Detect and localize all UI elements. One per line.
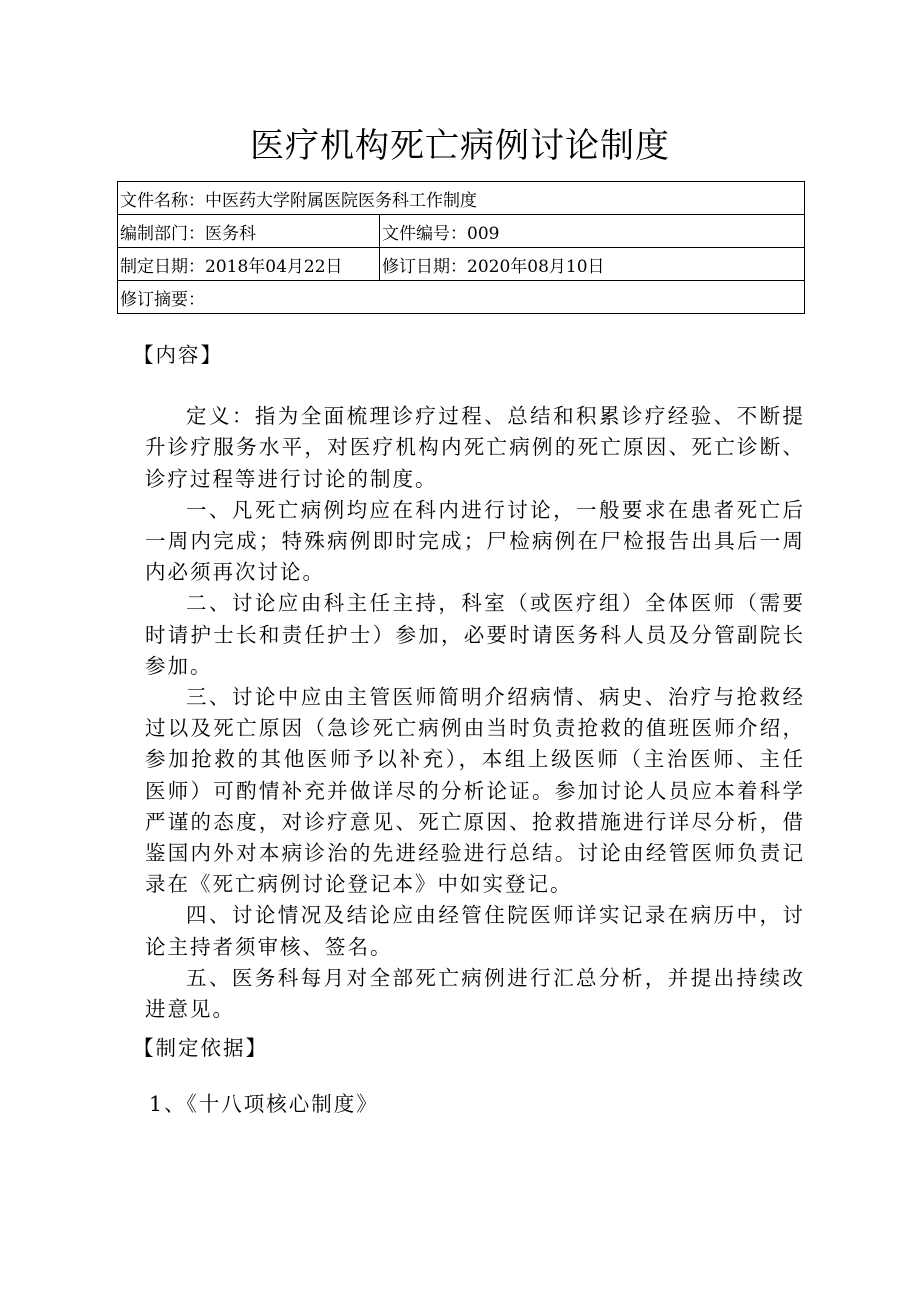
meta-file-number: 文件编号：009: [380, 215, 805, 248]
paragraph-definition: 定义：指为全面梳理诊疗过程、总结和积累诊疗经验、不断提升诊疗服务水平，对医疗机构内死亡病例的死亡原因、死亡诊断、诊疗过程等进行讨论的制度。: [145, 404, 805, 491]
meta-revision-summary: 修订摘要：: [118, 281, 805, 314]
paragraph-item-3: 三、讨论中应由主管医师简明介绍病情、病史、治疗与抢救经过以及死亡原因（急诊死亡病例由当时负责抢救的值班医师介绍，参加抢救的其他医师予以补充），本组上级医师（主治医师、主任医师）可酌情补充并做详尽的分析论证。参加讨论人员应本着科学严谨的态度，对诊疗意见、死亡原因、抢救措施进行详尽分析，借鉴国内外对本病诊治的先进经验进行总结。讨论由经管医师负责记录在《死亡病例讨论登记本》中如实登记。: [145, 685, 805, 897]
meta-row-revision-summary: [118, 281, 805, 314]
reference-item: 1、《十八项核心制度》: [149, 1092, 379, 1117]
document-meta-table: [117, 181, 805, 314]
document-title: 医疗机构死亡病例讨论制度: [250, 126, 670, 166]
meta-row-department: [118, 215, 805, 248]
document-body: [133, 340, 805, 1121]
meta-established-date: 制定日期：2018年04月22日: [118, 248, 380, 281]
meta-row-dates: [118, 248, 805, 281]
meta-department: 编制部门：医务科: [118, 215, 380, 248]
paragraph-item-1: 一、凡死亡病例均应在科内进行讨论，一般要求在患者死亡后一周内完成；特殊病例即时完成；尸检病例在尸检报告出具后一周内必须再次讨论。: [145, 497, 805, 585]
meta-row-file-name: [118, 182, 805, 215]
paragraph-item-4: 四、讨论情况及结论应由经管住院医师详实记录在病历中，讨论主持者须审核、签名。: [145, 903, 805, 959]
meta-file-name: 文件名称：中医药大学附属医院医务科工作制度: [118, 182, 805, 215]
meta-revised-date: 修订日期：2020年08月10日: [380, 248, 805, 281]
paragraph-item-5: 五、医务科每月对全部死亡病例进行汇总分析，并提出持续改进意见。: [145, 965, 805, 1022]
basis-heading: 【制定依据】: [133, 1036, 268, 1061]
paragraph-item-2: 二、讨论应由科主任主持，科室（或医疗组）全体医师（需要时请护士长和责任护士）参加，必要时请医务科人员及分管副院长参加。: [145, 591, 805, 678]
content-heading: 【内容】: [133, 343, 223, 367]
